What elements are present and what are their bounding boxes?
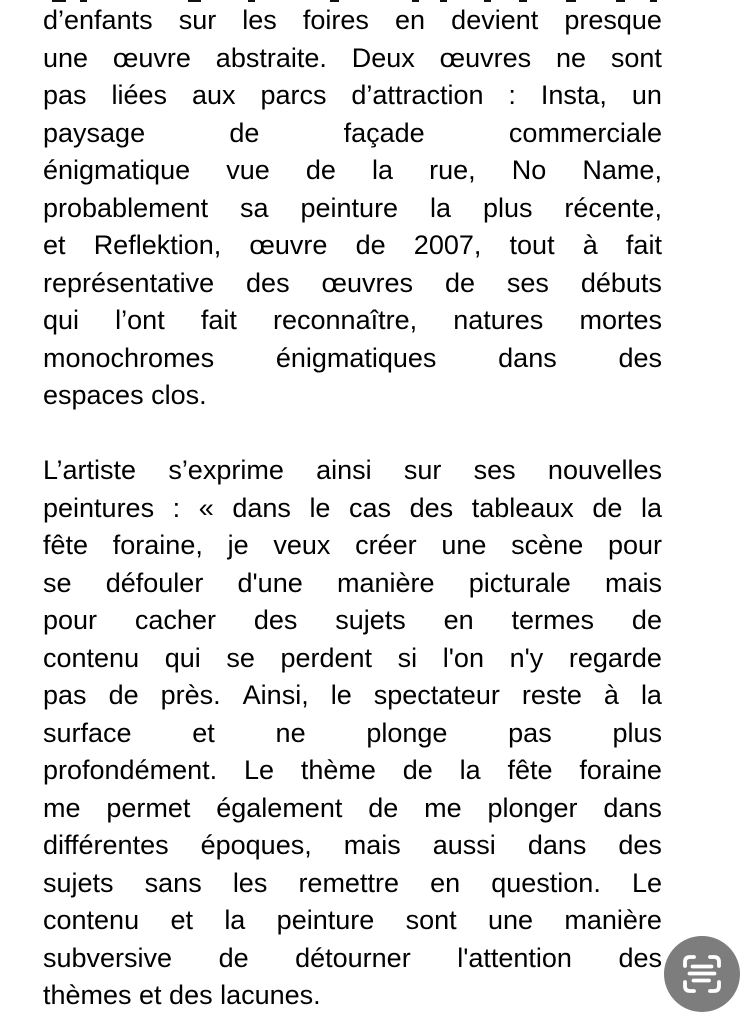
text-line: pas liées aux parcs d’attraction : Insta, un (43, 80, 662, 110)
text-line: représentative des œuvres de ses débuts (43, 267, 662, 298)
text-line: contenu qui se perdent si l'on n'y regarde (43, 642, 662, 673)
text-line: monochromes énigmatiques dans des (43, 342, 662, 373)
text-line: surface et ne plonge pas plus (43, 717, 662, 748)
text-line: paysage de façade commerciale (43, 117, 662, 148)
text-line: probablement sa peinture la plus récente, (43, 192, 662, 223)
document-text (43, 2, 662, 1015)
text-line: me permet également de me plonger dans (43, 792, 662, 823)
text-line: d’enfants sur les foires en devient presque (43, 5, 662, 35)
text-line: profondément. Le thème de la fête foraine (43, 755, 662, 785)
text-line: énigmatique vue de la rue, No Name, (43, 155, 662, 185)
paragraph-1 (43, 2, 662, 415)
text-line: une œuvre abstraite. Deux œuvres ne sont (43, 42, 662, 73)
text-line: fête foraine, je veux créer une scène pour (43, 530, 662, 560)
paragraph-2 (43, 452, 662, 1015)
scan-text-icon (681, 953, 723, 995)
text-line: pour cacher des sujets en termes de (43, 605, 662, 635)
text-line: thèmes et des lacunes. (43, 980, 321, 1010)
text-line: différentes époques, mais aussi dans des (43, 830, 662, 860)
text-line: subversive de détourner l'attention des (43, 942, 662, 973)
text-line: contenu et la peinture sont une manière (43, 905, 662, 935)
text-line: peintures : « dans le cas des tableaux de la (43, 492, 662, 523)
text-line: se défouler d'une manière picturale mais (43, 567, 662, 598)
text-line: espaces clos. (43, 380, 207, 410)
text-line: qui l’ont fait reconnaître, natures mortes (43, 305, 662, 335)
scan-text-button[interactable] (664, 936, 740, 1012)
text-line: et Reflektion, œuvre de 2007, tout à fait (43, 230, 662, 260)
text-line: sujets sans les remettre en question. Le (43, 867, 662, 898)
text-line: pas de près. Ainsi, le spectateur reste à la (43, 680, 662, 710)
text-line: L’artiste s’exprime ainsi sur ses nouvelles (43, 455, 662, 485)
